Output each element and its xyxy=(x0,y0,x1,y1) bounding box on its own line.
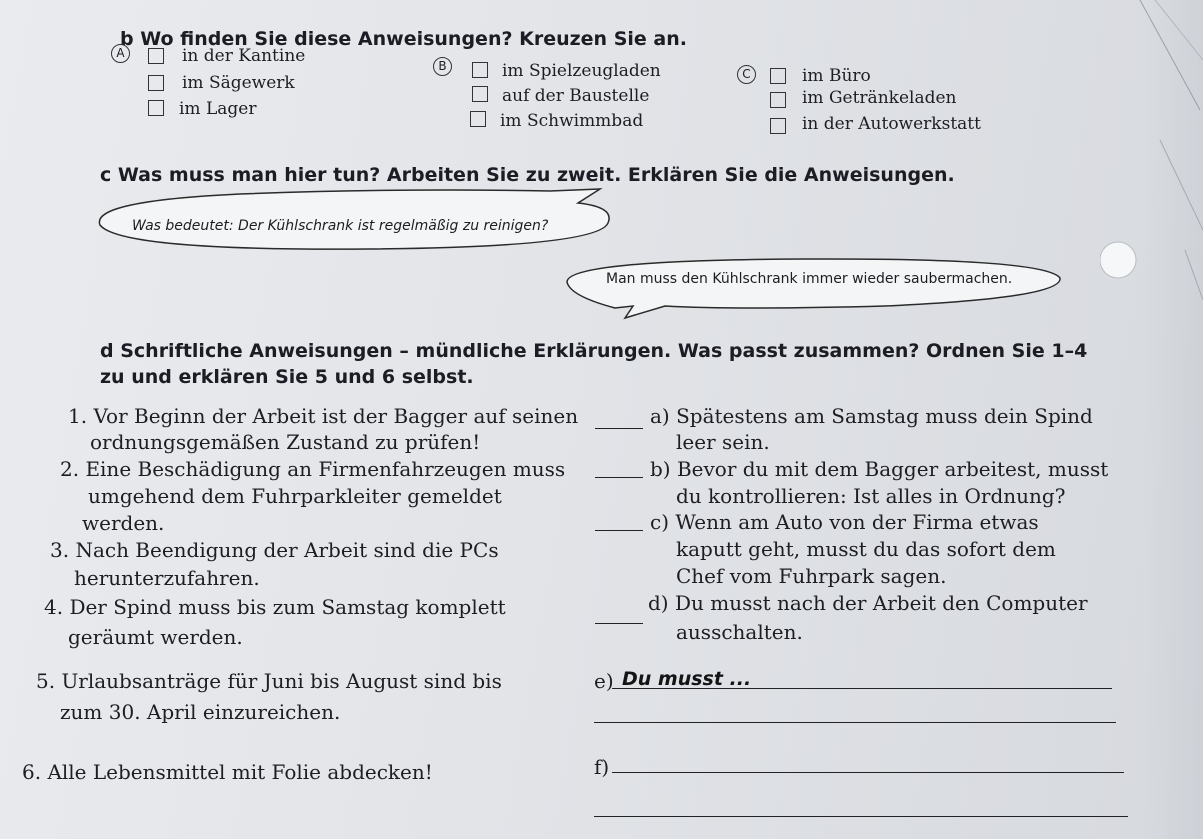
option-lager: im Lager xyxy=(179,99,257,119)
answer-e-line1[interactable] xyxy=(612,688,1112,689)
item-3-line1: 3. Nach Beendigung der Arbeit sind die PCs xyxy=(50,538,499,562)
section-b-heading: b Wo finden Sie diese Anweisungen? Kreuzen Sie an. xyxy=(120,28,687,50)
punch-hole-icon xyxy=(1100,242,1136,278)
marker-c: C xyxy=(737,65,756,84)
checkbox-lager[interactable] xyxy=(148,100,164,116)
paper-edge-lines xyxy=(1100,0,1203,839)
checkbox-baustelle[interactable] xyxy=(472,86,488,102)
checkbox-getraenkeladen[interactable] xyxy=(770,92,786,108)
item-2-line1: 2. Eine Beschädigung an Firmenfahrzeugen muss xyxy=(60,457,566,481)
answer-f-line2[interactable] xyxy=(594,816,1128,817)
item-6-line1: 6. Alle Lebensmittel mit Folie abdecken! xyxy=(22,760,433,784)
explanation-c-line3: Chef vom Fuhrpark sagen. xyxy=(676,564,947,588)
answer-e-label: e) xyxy=(594,669,614,693)
item-2-line2: umgehend dem Fuhrparkleiter gemeldet xyxy=(88,484,502,508)
explanation-b-line1: b) Bevor du mit dem Bagger arbeitest, musst xyxy=(650,457,1109,481)
answer-blank-3[interactable] xyxy=(595,530,643,531)
explanation-d-line2: ausschalten. xyxy=(676,620,803,644)
item-1-line2: ordnungsgemäßen Zustand zu prüfen! xyxy=(90,430,481,454)
option-baustelle: auf der Baustelle xyxy=(502,86,650,106)
item-5-line1: 5. Urlaubsanträge für Juni bis August sind bis xyxy=(36,669,502,693)
answer-blank-4[interactable] xyxy=(595,623,643,624)
checkbox-spielzeugladen[interactable] xyxy=(472,62,488,78)
section-c-heading: c Was muss man hier tun? Arbeiten Sie zu zweit. Erklären Sie die Anweisungen. xyxy=(100,164,955,186)
bubble-question-text: Was bedeutet: Der Kühlschrank ist regelmäßig zu reinigen? xyxy=(132,218,549,234)
option-kantine: in der Kantine xyxy=(182,46,306,66)
option-getraenkeladen: im Getränkeladen xyxy=(802,88,957,108)
option-schwimmbad: im Schwimmbad xyxy=(500,111,644,131)
explanation-a-line1: a) Spätestens am Samstag muss dein Spind xyxy=(650,404,1093,428)
answer-e-handwriting: Du musst ... xyxy=(622,668,752,690)
option-saegewerk: im Sägewerk xyxy=(182,73,295,93)
marker-b: B xyxy=(433,57,452,76)
answer-e-line2[interactable] xyxy=(594,722,1116,723)
checkbox-schwimmbad[interactable] xyxy=(470,111,486,127)
item-1-line1: 1. Vor Beginn der Arbeit ist der Bagger auf seinen xyxy=(68,404,579,428)
explanation-a-line2: leer sein. xyxy=(676,430,770,454)
checkbox-saegewerk[interactable] xyxy=(148,75,164,91)
explanation-d-line1: d) Du musst nach der Arbeit den Computer xyxy=(648,591,1088,615)
answer-f-label: f) xyxy=(594,755,610,779)
explanation-b-line2: du kontrollieren: Ist alles in Ordnung? xyxy=(676,484,1066,508)
checkbox-autowerkstatt[interactable] xyxy=(770,118,786,134)
item-2-line3: werden. xyxy=(82,511,165,535)
item-5-line2: zum 30. April einzureichen. xyxy=(60,700,341,724)
bubble-answer-text: Man muss den Kühlschrank immer wieder saubermachen. xyxy=(606,271,1013,287)
section-d-heading-line1: d Schriftliche Anweisungen – mündliche Erklärungen. Was passt zusammen? Ordnen Sie 1–4 xyxy=(100,340,1088,362)
answer-blank-2[interactable] xyxy=(595,477,643,478)
explanation-c-line1: c) Wenn am Auto von der Firma etwas xyxy=(650,510,1039,534)
section-d-heading-line2: zu und erklären Sie 5 und 6 selbst. xyxy=(100,366,474,388)
item-4-line2: geräumt werden. xyxy=(68,625,243,649)
checkbox-buero[interactable] xyxy=(770,68,786,84)
option-spielzeugladen: im Spielzeugladen xyxy=(502,61,661,81)
checkbox-kantine[interactable] xyxy=(148,48,164,64)
answer-blank-1[interactable] xyxy=(595,428,643,429)
item-4-line1: 4. Der Spind muss bis zum Samstag komplett xyxy=(44,595,506,619)
marker-a: A xyxy=(111,44,130,63)
speech-bubble-answer xyxy=(555,252,1070,322)
item-3-line2: herunterzufahren. xyxy=(74,566,260,590)
option-autowerkstatt: in der Autowerkstatt xyxy=(802,114,981,134)
option-buero: im Büro xyxy=(802,66,871,86)
answer-f-line1[interactable] xyxy=(612,772,1124,773)
explanation-c-line2: kaputt geht, musst du das sofort dem xyxy=(676,537,1056,561)
